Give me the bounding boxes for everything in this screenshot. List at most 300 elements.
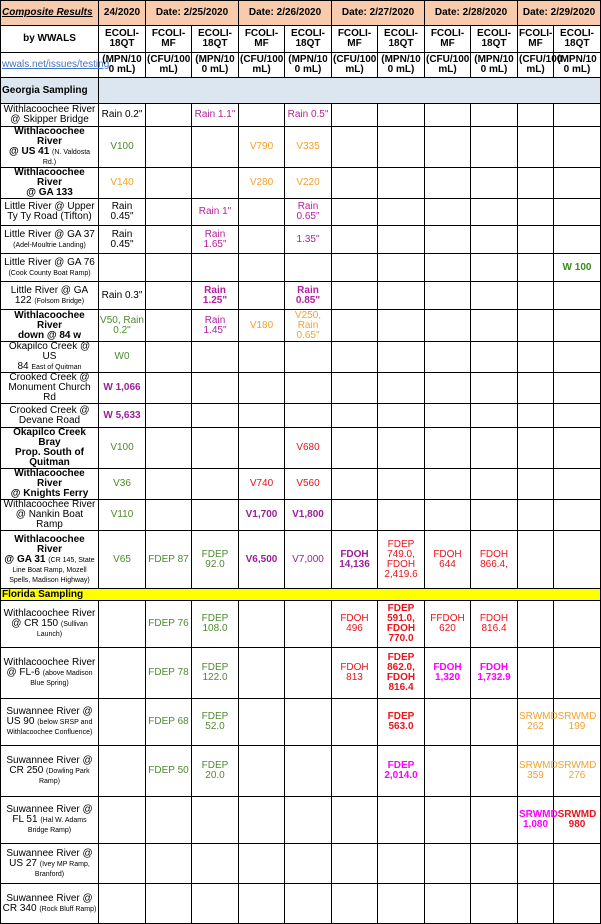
result-cell	[332, 168, 378, 199]
result-cell	[99, 601, 146, 648]
site-location: Crooked Creek @ Monument Church Rd	[8, 372, 91, 403]
result-cell	[239, 428, 285, 469]
result-cell	[332, 797, 378, 844]
table-row	[1, 342, 601, 373]
result-cell	[285, 404, 332, 428]
result-cell	[518, 373, 554, 404]
result-cell	[471, 104, 518, 127]
method-code: FCOLI- MF	[425, 26, 471, 53]
result-cell	[425, 127, 471, 168]
result-cell	[192, 884, 239, 924]
result-cell: SRWMD 359	[518, 746, 554, 797]
result-cell	[518, 404, 554, 428]
result-cell	[425, 428, 471, 469]
site-name	[1, 282, 99, 310]
georgia-section-label: Georgia Sampling	[1, 78, 99, 104]
result-cell: FDOH 816.4	[471, 601, 518, 648]
result-cell	[332, 226, 378, 254]
site-name	[1, 168, 99, 199]
result-cell	[332, 404, 378, 428]
table-row	[1, 226, 601, 254]
result-cell	[518, 531, 554, 589]
result-cell	[332, 104, 378, 127]
unit-label: (CFU/100 mL)	[425, 53, 471, 78]
result-cell	[554, 404, 601, 428]
result-cell	[518, 648, 554, 699]
result-cell	[425, 342, 471, 373]
unit-label: (MPN/10 0 mL)	[554, 53, 601, 78]
result-cell	[378, 884, 425, 924]
site-note: (CR 145, State Line Boat Ramp, Mozell Spells, Madison Highway)	[9, 556, 95, 584]
table-row	[1, 884, 601, 924]
result-cell	[332, 127, 378, 168]
result-cell	[239, 699, 285, 746]
unit-label: (MPN/10 0 mL)	[471, 53, 518, 78]
table-row	[1, 373, 601, 404]
result-cell	[146, 282, 192, 310]
result-cell	[425, 168, 471, 199]
result-cell: FDOH 14,136	[332, 531, 378, 589]
result-cell	[285, 844, 332, 884]
result-cell: V740	[239, 469, 285, 500]
result-cell	[425, 746, 471, 797]
result-cell	[192, 797, 239, 844]
site-name	[1, 428, 99, 469]
result-cell	[146, 884, 192, 924]
result-cell	[146, 404, 192, 428]
result-cell	[471, 168, 518, 199]
result-cell	[146, 310, 192, 342]
result-cell	[332, 199, 378, 226]
result-cell: Rain 1.65"	[192, 226, 239, 254]
result-cell	[192, 254, 239, 282]
result-cell: V65	[99, 531, 146, 589]
result-cell	[378, 226, 425, 254]
result-cell	[332, 310, 378, 342]
result-cell	[471, 342, 518, 373]
site-location: Suwannee River @ CR 340	[2, 892, 93, 914]
result-cell	[425, 104, 471, 127]
unit-label: (CFU/100 mL)	[518, 53, 554, 78]
site-location: Withlacoochee River @ Knights Ferry	[10, 468, 89, 499]
result-cell: FDEP 76	[146, 601, 192, 648]
site-name	[1, 310, 99, 342]
result-cell	[471, 500, 518, 531]
result-cell	[518, 844, 554, 884]
testing-link[interactable]: wwals.net/issues/testing	[1, 53, 99, 78]
result-cell	[239, 104, 285, 127]
result-cell: V280	[239, 168, 285, 199]
result-cell	[285, 797, 332, 844]
site-location: Suwannee River @ US 90	[6, 706, 93, 727]
florida-section-row	[1, 589, 601, 601]
result-cell	[239, 254, 285, 282]
result-cell	[378, 500, 425, 531]
site-location: Withlacoochee River @ FL-6	[3, 657, 96, 678]
result-cell	[332, 746, 378, 797]
result-cell: Rain 0.45"	[99, 199, 146, 226]
result-cell	[332, 373, 378, 404]
result-cell	[146, 254, 192, 282]
result-cell: V6,500	[239, 531, 285, 589]
result-cell: V110	[99, 500, 146, 531]
result-cell: Rain 1"	[192, 199, 239, 226]
result-cell: V36	[99, 469, 146, 500]
result-cell: V7,000	[285, 531, 332, 589]
header-row-units	[1, 53, 601, 78]
site-location: Crooked Creek @ Devane Road	[9, 404, 90, 426]
result-cell: 1.35"	[285, 226, 332, 254]
table-row	[1, 282, 601, 310]
result-cell: Rain 0.85"	[285, 282, 332, 310]
table-title: Composite Results	[1, 1, 99, 26]
result-cell: FDOH 1,732.9	[471, 648, 518, 699]
result-cell	[378, 104, 425, 127]
result-cell	[285, 373, 332, 404]
result-cell	[425, 254, 471, 282]
site-name	[1, 199, 99, 226]
result-cell	[425, 500, 471, 531]
site-name	[1, 699, 99, 746]
result-cell	[425, 282, 471, 310]
result-cell	[471, 254, 518, 282]
result-cell	[554, 104, 601, 127]
site-location: Okapilco Creek @ US 84	[8, 341, 91, 372]
result-cell	[332, 500, 378, 531]
result-cell	[378, 199, 425, 226]
site-location: Suwannee River @ US 27	[6, 847, 93, 869]
table-row	[1, 104, 601, 127]
result-cell	[518, 226, 554, 254]
result-cell	[146, 168, 192, 199]
result-cell	[554, 531, 601, 589]
site-location: Withlacoochee River @ CR 150	[3, 608, 96, 629]
result-cell	[378, 310, 425, 342]
site-location: Withlacoochee River @ US 41	[8, 126, 85, 157]
unit-label: (CFU/100 mL)	[239, 53, 285, 78]
result-cell	[332, 342, 378, 373]
result-cell	[332, 282, 378, 310]
result-cell	[425, 699, 471, 746]
result-cell	[378, 282, 425, 310]
result-cell: SRWMD 276	[554, 746, 601, 797]
method-code: ECOLI- 18QT	[378, 26, 425, 53]
method-code: ECOLI- 18QT	[471, 26, 518, 53]
result-cell: Rain 1.25"	[192, 282, 239, 310]
result-cell: V680	[285, 428, 332, 469]
unit-label: (CFU/100 mL)	[146, 53, 192, 78]
result-cell	[192, 168, 239, 199]
result-cell	[99, 746, 146, 797]
result-cell: FDOH 644	[425, 531, 471, 589]
method-code: ECOLI- 18QT	[99, 26, 146, 53]
site-note: (Cook County Boat Ramp)	[8, 269, 91, 277]
table-row	[1, 254, 601, 282]
site-name	[1, 342, 99, 373]
result-cell: SRWMD 1,080	[518, 797, 554, 844]
result-cell	[239, 601, 285, 648]
result-cell	[554, 601, 601, 648]
florida-section-label: Florida Sampling	[1, 589, 601, 601]
result-cell	[285, 342, 332, 373]
result-cell: W0	[99, 342, 146, 373]
result-cell	[518, 601, 554, 648]
result-cell	[554, 884, 601, 924]
result-cell	[192, 500, 239, 531]
result-cell	[285, 254, 332, 282]
result-cell: SRWMD 262	[518, 699, 554, 746]
result-cell	[554, 342, 601, 373]
result-cell	[378, 168, 425, 199]
result-cell	[518, 127, 554, 168]
result-cell	[518, 282, 554, 310]
result-cell	[425, 797, 471, 844]
result-cell: V50, Rain 0.2"	[99, 310, 146, 342]
result-cell: V335	[285, 127, 332, 168]
site-note: (Sullivan Launch)	[36, 621, 88, 638]
result-cell	[146, 469, 192, 500]
table-row	[1, 648, 601, 699]
table-row	[1, 746, 601, 797]
unit-label: (MPN/10 0 mL)	[285, 53, 332, 78]
result-cell	[425, 310, 471, 342]
date-header: 24/2020	[99, 1, 146, 26]
result-cell	[378, 469, 425, 500]
result-cell	[146, 797, 192, 844]
result-cell: V100	[99, 127, 146, 168]
result-cell	[99, 884, 146, 924]
result-cell	[378, 127, 425, 168]
result-cell: FDEP 108.0	[192, 601, 239, 648]
table-row	[1, 797, 601, 844]
result-cell	[378, 428, 425, 469]
site-note: (Ivey MP Ramp, Branford)	[34, 860, 90, 878]
result-cell: FDEP 92.0	[192, 531, 239, 589]
result-cell	[471, 226, 518, 254]
result-cell	[554, 469, 601, 500]
result-cell: Rain 1.45"	[192, 310, 239, 342]
result-cell: FDEP 87	[146, 531, 192, 589]
site-name	[1, 469, 99, 500]
result-cell	[554, 648, 601, 699]
result-cell	[378, 844, 425, 884]
site-location: Withlacoochee River @ Nankin Boat Ramp	[3, 499, 96, 530]
result-cell	[239, 844, 285, 884]
result-cell	[99, 844, 146, 884]
table-row	[1, 844, 601, 884]
header-row-dates	[1, 1, 601, 26]
result-cell	[471, 310, 518, 342]
site-location: Little River @ GA 76	[4, 256, 95, 268]
result-cell: SRWMD 199	[554, 699, 601, 746]
result-cell	[239, 746, 285, 797]
result-cell	[425, 226, 471, 254]
method-code: FCOLI- MF	[146, 26, 192, 53]
table-row	[1, 601, 601, 648]
result-cell: Rain 0.3"	[99, 282, 146, 310]
site-name	[1, 254, 99, 282]
site-note: East of Quitman	[31, 364, 82, 371]
result-cell	[471, 373, 518, 404]
result-cell	[425, 884, 471, 924]
result-cell	[146, 342, 192, 373]
result-cell	[192, 127, 239, 168]
result-cell: SRWMD 980	[554, 797, 601, 844]
result-cell	[425, 469, 471, 500]
by-label: by WWALS	[1, 26, 99, 53]
result-cell	[518, 500, 554, 531]
site-note: (above Madison Blue Spring)	[30, 670, 93, 687]
result-cell: FDEP 68	[146, 699, 192, 746]
site-name	[1, 648, 99, 699]
result-cell: FDOH 1,320	[425, 648, 471, 699]
result-cell	[285, 699, 332, 746]
result-cell	[518, 104, 554, 127]
result-cell	[239, 648, 285, 699]
date-header: Date: 2/27/2020	[332, 1, 425, 26]
site-name	[1, 500, 99, 531]
result-cell	[471, 844, 518, 884]
table-row	[1, 428, 601, 469]
date-header: Date: 2/26/2020	[239, 1, 332, 26]
date-header: Date: 2/29/2020	[518, 1, 601, 26]
result-cell	[146, 104, 192, 127]
unit-label: (CFU/100 mL)	[332, 53, 378, 78]
result-cell	[518, 469, 554, 500]
result-cell	[239, 884, 285, 924]
result-cell	[192, 428, 239, 469]
table-row	[1, 699, 601, 746]
result-cell: V250, Rain 0.65"	[285, 310, 332, 342]
site-location: Withlacoochee River @ GA 133	[14, 167, 85, 198]
table-row	[1, 404, 601, 428]
result-cell	[285, 746, 332, 797]
result-cell	[99, 254, 146, 282]
site-note: (Hal W. Adams Bridge Ramp)	[27, 817, 87, 834]
result-cell	[554, 127, 601, 168]
date-header: Date: 2/28/2020	[425, 1, 518, 26]
site-name	[1, 797, 99, 844]
result-cell	[332, 469, 378, 500]
result-cell	[99, 797, 146, 844]
result-cell	[518, 342, 554, 373]
header-row-codes	[1, 26, 601, 53]
site-note: (Adel-Moultrie Landing)	[13, 241, 86, 249]
result-cell: Rain 0.2"	[99, 104, 146, 127]
site-location: Suwannee River @ FL 51	[6, 804, 93, 825]
result-cell	[425, 844, 471, 884]
result-cell	[332, 428, 378, 469]
result-cell	[554, 428, 601, 469]
result-cell	[554, 500, 601, 531]
result-cell	[471, 404, 518, 428]
result-cell	[518, 254, 554, 282]
result-cell	[518, 310, 554, 342]
result-cell	[471, 746, 518, 797]
result-cell	[99, 699, 146, 746]
result-cell: FDOH 813	[332, 648, 378, 699]
result-cell: FDOH 496	[332, 601, 378, 648]
result-cell	[378, 797, 425, 844]
result-cell	[192, 404, 239, 428]
result-cell	[146, 844, 192, 884]
result-cell	[471, 469, 518, 500]
site-location: Suwannee River @ CR 250	[6, 755, 93, 776]
result-cell	[239, 373, 285, 404]
site-name	[1, 404, 99, 428]
result-cell	[239, 282, 285, 310]
method-code: FCOLI- MF	[332, 26, 378, 53]
result-cell	[471, 797, 518, 844]
result-cell	[239, 797, 285, 844]
result-cell	[471, 699, 518, 746]
site-note: (Dowling Park Ramp)	[38, 768, 90, 785]
site-location: Withlacoochee River down @ 84 w	[14, 309, 85, 341]
site-location: Little River @ GA 122	[10, 284, 89, 306]
site-location: Little River @ GA 37	[4, 228, 95, 240]
result-cell: V220	[285, 168, 332, 199]
result-cell	[518, 884, 554, 924]
result-cell	[192, 342, 239, 373]
result-cell	[146, 127, 192, 168]
result-cell: FDEP 862.0, FDOH 816.4	[378, 648, 425, 699]
unit-label: (MPN/10 0 mL)	[99, 53, 146, 78]
table-row	[1, 199, 601, 226]
result-cell: FDEP 20.0	[192, 746, 239, 797]
site-location: Withlacoochee River @ Skipper Bridge	[3, 104, 96, 125]
table-row	[1, 310, 601, 342]
method-code: ECOLI- 18QT	[285, 26, 332, 53]
method-code: FCOLI- MF	[518, 26, 554, 53]
result-cell: FDEP 749.0, FDOH 2,419.6	[378, 531, 425, 589]
site-name	[1, 104, 99, 127]
site-name	[1, 746, 99, 797]
result-cell	[378, 404, 425, 428]
result-cell	[471, 199, 518, 226]
result-cell: W 5,633	[99, 404, 146, 428]
result-cell	[192, 844, 239, 884]
site-note: (below SRSP and Withlacoochee Confluence)	[6, 719, 93, 736]
result-cell: FDOH 866.4,	[471, 531, 518, 589]
site-note: (Rock Bluff Ramp)	[39, 905, 97, 913]
site-name	[1, 127, 99, 168]
result-cell: FDEP 563.0	[378, 699, 425, 746]
table-row	[1, 168, 601, 199]
result-cell: FDEP 78	[146, 648, 192, 699]
result-cell: FDEP 52.0	[192, 699, 239, 746]
result-cell	[554, 844, 601, 884]
georgia-section-row	[1, 78, 601, 104]
result-cell	[471, 428, 518, 469]
method-code: ECOLI- 18QT	[554, 26, 601, 53]
result-cell	[239, 342, 285, 373]
georgia-section-fill	[99, 78, 601, 104]
site-name	[1, 601, 99, 648]
result-cell: V140	[99, 168, 146, 199]
result-cell: V560	[285, 469, 332, 500]
result-cell	[425, 199, 471, 226]
site-location: Little River @ Upper Ty Ty Road (Tifton)	[4, 201, 95, 222]
result-cell	[99, 648, 146, 699]
date-header: Date: 2/25/2020	[146, 1, 239, 26]
table-row	[1, 531, 601, 589]
method-code: ECOLI- 18QT	[192, 26, 239, 53]
result-cell	[285, 648, 332, 699]
result-cell	[146, 226, 192, 254]
result-cell: FDEP 122.0	[192, 648, 239, 699]
result-cell	[378, 373, 425, 404]
result-cell: FDEP 591.0, FDOH 770.0	[378, 601, 425, 648]
